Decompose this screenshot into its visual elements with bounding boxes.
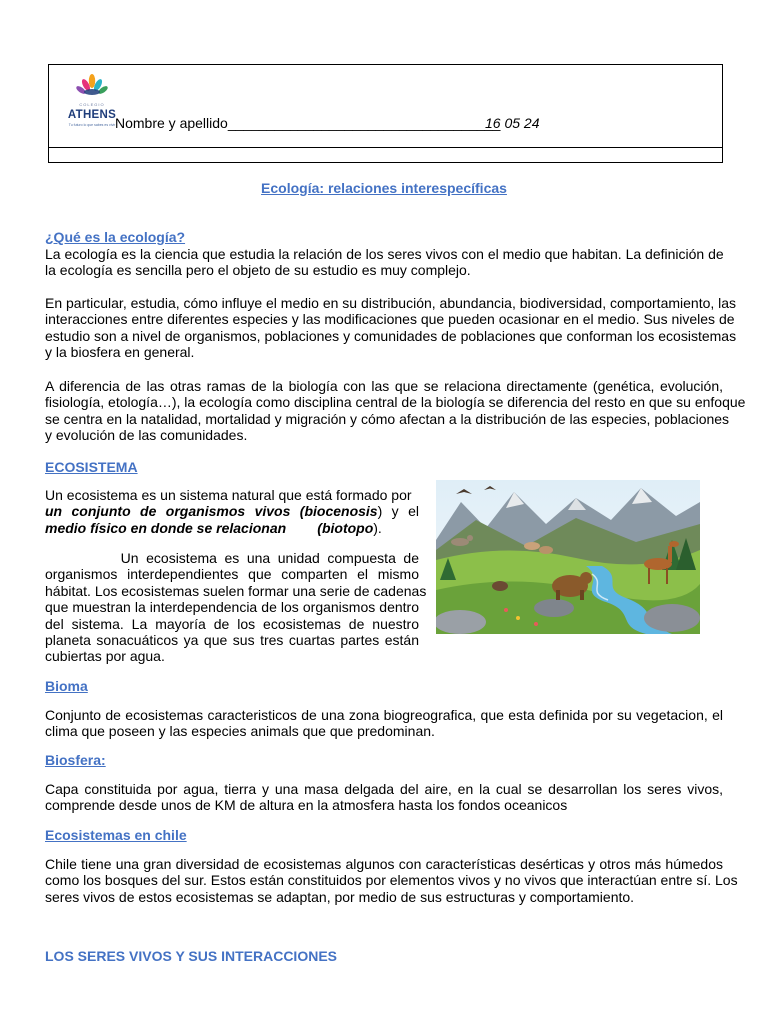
heading-ecosistema: ECOSISTEMA	[45, 459, 138, 475]
paragraph-bioma	[45, 707, 723, 740]
text-line: y evolución de las comunidades.	[45, 427, 248, 444]
heading-ecosistemas-chile: Ecosistemas en chile	[45, 827, 187, 843]
paragraph-particular	[45, 295, 737, 361]
paragraph-chile	[45, 856, 738, 905]
text-line: organismos interdependientes que comparten el mismo	[45, 566, 419, 583]
term-biotopo: medio físico en donde se relacionan (biotopo	[45, 519, 374, 536]
text-line: fisiología, etología…), la ecología como disciplina central de la biología se diferencia del resto en que su enfoque	[45, 394, 746, 411]
heading-que-es-ecologia: ¿Qué es la ecología?	[45, 229, 186, 245]
text-line: planeta sonacuáticos ya que sus tres cuartas partes están	[45, 632, 419, 649]
text-line: y la biosfera en general.	[45, 344, 195, 361]
text-line: Chile tiene una gran diversidad de ecosistemas algunos con características desérticas y otros más húmedos	[45, 856, 723, 872]
heading-seres-vivos: LOS SERES VIVOS Y SUS INTERACCIONES	[45, 948, 337, 964]
text-line: Capa constituida por agua, tierra y una masa delgada del aire, en la cual se desarrollan los seres vivos,	[45, 781, 723, 797]
text-fragment: ) y el	[377, 503, 419, 520]
header-box	[48, 64, 723, 163]
lotus-flower-logo-icon	[64, 71, 120, 105]
term-biocenosis: un conjunto de organismos vivos (biocenosis	[45, 503, 378, 520]
text-line: se centra en la natalidad, mortalidad y migración y cómo afectan a la distribución de las especies, poblaciones	[45, 410, 730, 427]
logo-tagline: Tu futuro lo que sabes es vivir	[68, 123, 116, 127]
logo-name: ATHENS	[67, 109, 117, 121]
name-line[interactable]: Nombre y apellido___________________________________	[115, 115, 501, 131]
text-line: del sistema. La mayoría de los ecosistemas de nuestro	[45, 615, 419, 632]
paragraph-diferencia	[45, 378, 746, 444]
text-line: estudio son a nivel de organismos, poblaciones y comunidades de poblaciones que conforman los ecosistemas	[45, 327, 737, 344]
text-line: que muestran la interdependencia de los organismos dentro	[45, 599, 419, 616]
text-line: Un ecosistema es una unidad compuesta de	[45, 550, 419, 566]
text-line	[45, 520, 419, 536]
paragraph-ecosistema-intro	[45, 487, 419, 536]
paragraph-biosfera	[45, 781, 723, 814]
paragraph-ecosistema-body	[45, 550, 427, 665]
page-title: Ecología: relaciones interespecíficas	[261, 180, 507, 196]
date: 16 05 24	[485, 115, 540, 131]
text-line	[45, 503, 419, 519]
heading-bioma: Bioma	[45, 678, 88, 694]
header-divider	[49, 147, 722, 148]
text-line: A diferencia de las otras ramas de la biología con las que se relaciona directamente (genética, evolución,	[45, 378, 723, 394]
text-line: La ecología es la ciencia que estudia la relación de los seres vivos con el medio que habitan. La definición de	[45, 246, 724, 262]
paragraph-definicion	[45, 246, 723, 279]
text-line: seres vivos de estos ecosistemas se adaptan, por medio de sus estructuras y comportamiento.	[45, 888, 635, 905]
text-line: como los bosques del sur. Estos están constituidos por elementos vivos y no vivos que interactúan entre sí. Los	[45, 872, 738, 889]
text-fragment: ).	[373, 519, 382, 536]
text-line: Conjunto de ecosistemas caracteristicos de una zona biogreografica, que esta definida por su vegetacion, el	[45, 707, 723, 723]
text-line: En particular, estudia, cómo influye el medio en su distribución, abundancia, biodiversidad, comportamiento, las	[45, 295, 737, 311]
logo-colegio-text: COLEGIO	[79, 102, 105, 107]
ecosystem-illustration	[436, 480, 700, 634]
text-line: Un ecosistema es un sistema natural que está formado por	[45, 487, 412, 503]
school-logo	[64, 71, 120, 135]
text-line: interacciones entre diferentes especies y las modificaciones que pueden ocasionar en el medio. Sus niveles de	[45, 311, 735, 328]
text-line: la ecología es sencilla pero el objeto de su estudio es muy complejo.	[45, 262, 471, 279]
text-line: comprende desde unos de KM de altura en la atmosfera hasta los fondos oceanicos	[45, 797, 568, 814]
heading-biosfera: Biosfera:	[45, 752, 106, 768]
text-line: clima que poseen y las especies animals que que predominan.	[45, 723, 435, 740]
text-line: hábitat. Los ecosistemas suelen formar una serie de cadenas	[45, 582, 427, 599]
text-line: cubiertas por agua.	[45, 648, 165, 665]
